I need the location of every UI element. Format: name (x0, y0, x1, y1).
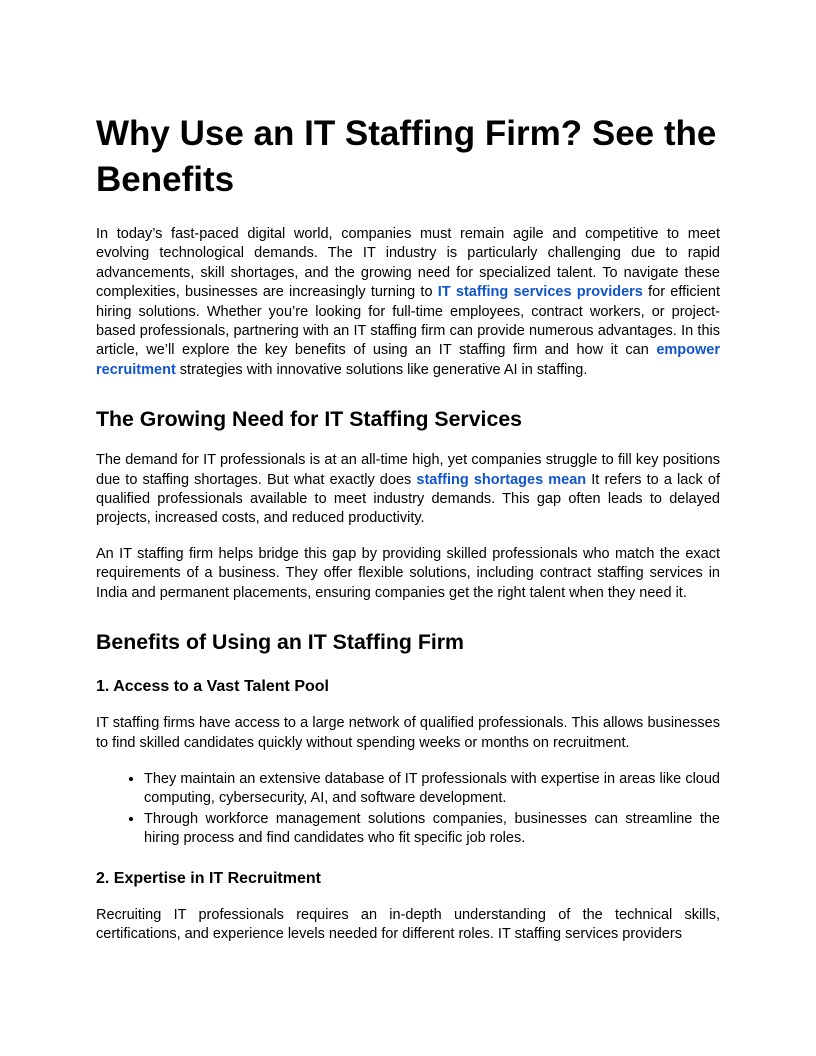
subheading-expertise: 2. Expertise in IT Recruitment (96, 869, 321, 887)
expertise-paragraph: Recruiting IT professionals requires an in-depth understanding of the technical skills, certifications, and experience levels needed for different roles. IT staffing services providers (96, 906, 720, 942)
intro-paragraph (96, 225, 720, 380)
growing-need-paragraph-2: An IT staffing firm helps bridge this gap by providing skilled professionals who match the exact requirements of a business. They offer flexible solutions, including contract staffing services in India and permanent placements, ensuring companies get the right talent when they need it. (96, 545, 720, 601)
growing-need-text-1: The demand for IT professionals is at an all-time high, yet companies struggle to fill key positions due to staffing shortages. But what exactly does (96, 452, 720, 488)
page-title: Why Use an IT Staffing Firm? See the Benefits (96, 114, 717, 199)
growing-need-text-2: It refers to a lack of qualified professionals available to meet industry demands. This gap often leads to delayed projects, increased costs, and reduced productivity. (96, 471, 721, 527)
document-body (96, 111, 720, 944)
talent-pool-bullet-list (96, 769, 720, 849)
list-item: • They maintain an extensive database of IT professionals with expertise in areas like cloud computing, cybersecurity, AI, and software development. (144, 769, 720, 809)
talent-pool-paragraph: IT staffing firms have access to a large network of qualified professionals. This allows businesses to find skilled candidates quickly without spending weeks or months on recruitment. (96, 715, 720, 751)
list-item: • Through workforce management solutions companies, businesses can streamline the hiring process and find candidates who fit specific job roles. (144, 809, 720, 849)
growing-need-paragraph-1 (96, 451, 720, 529)
intro-text-3: strategies with innovative solutions like generative AI in staffing. (175, 361, 588, 378)
intro-text-2: for efficient hiring solutions. Whether you’re looking for full-time employees, contract workers, or project-based professionals, partnering with an IT staffing firm can provide numerous advantages. In this article, we’ll explore the key benefits of using an IT staffing firm and how it can (96, 284, 720, 359)
link-empower-recruitment[interactable]: empower recruitment (96, 342, 720, 378)
section-heading-growing-need: The Growing Need for IT Staffing Services (96, 407, 523, 432)
link-it-staffing-services-providers[interactable]: IT staffing services providers (437, 284, 643, 301)
intro-text-1: In today’s fast-paced digital world, companies must remain agile and competitive to meet evolving technological demands. The IT industry is particularly challenging due to rapid advancements, skill shortages, and the growing need for specialized talent. To navigate these complexities, businesses are increasingly turning to (96, 226, 720, 301)
link-staffing-shortages-mean[interactable]: staffing shortages mean (416, 471, 587, 488)
section-heading-benefits: Benefits of Using an IT Staffing Firm (96, 630, 464, 655)
subheading-talent-pool: 1. Access to a Vast Talent Pool (96, 678, 329, 696)
